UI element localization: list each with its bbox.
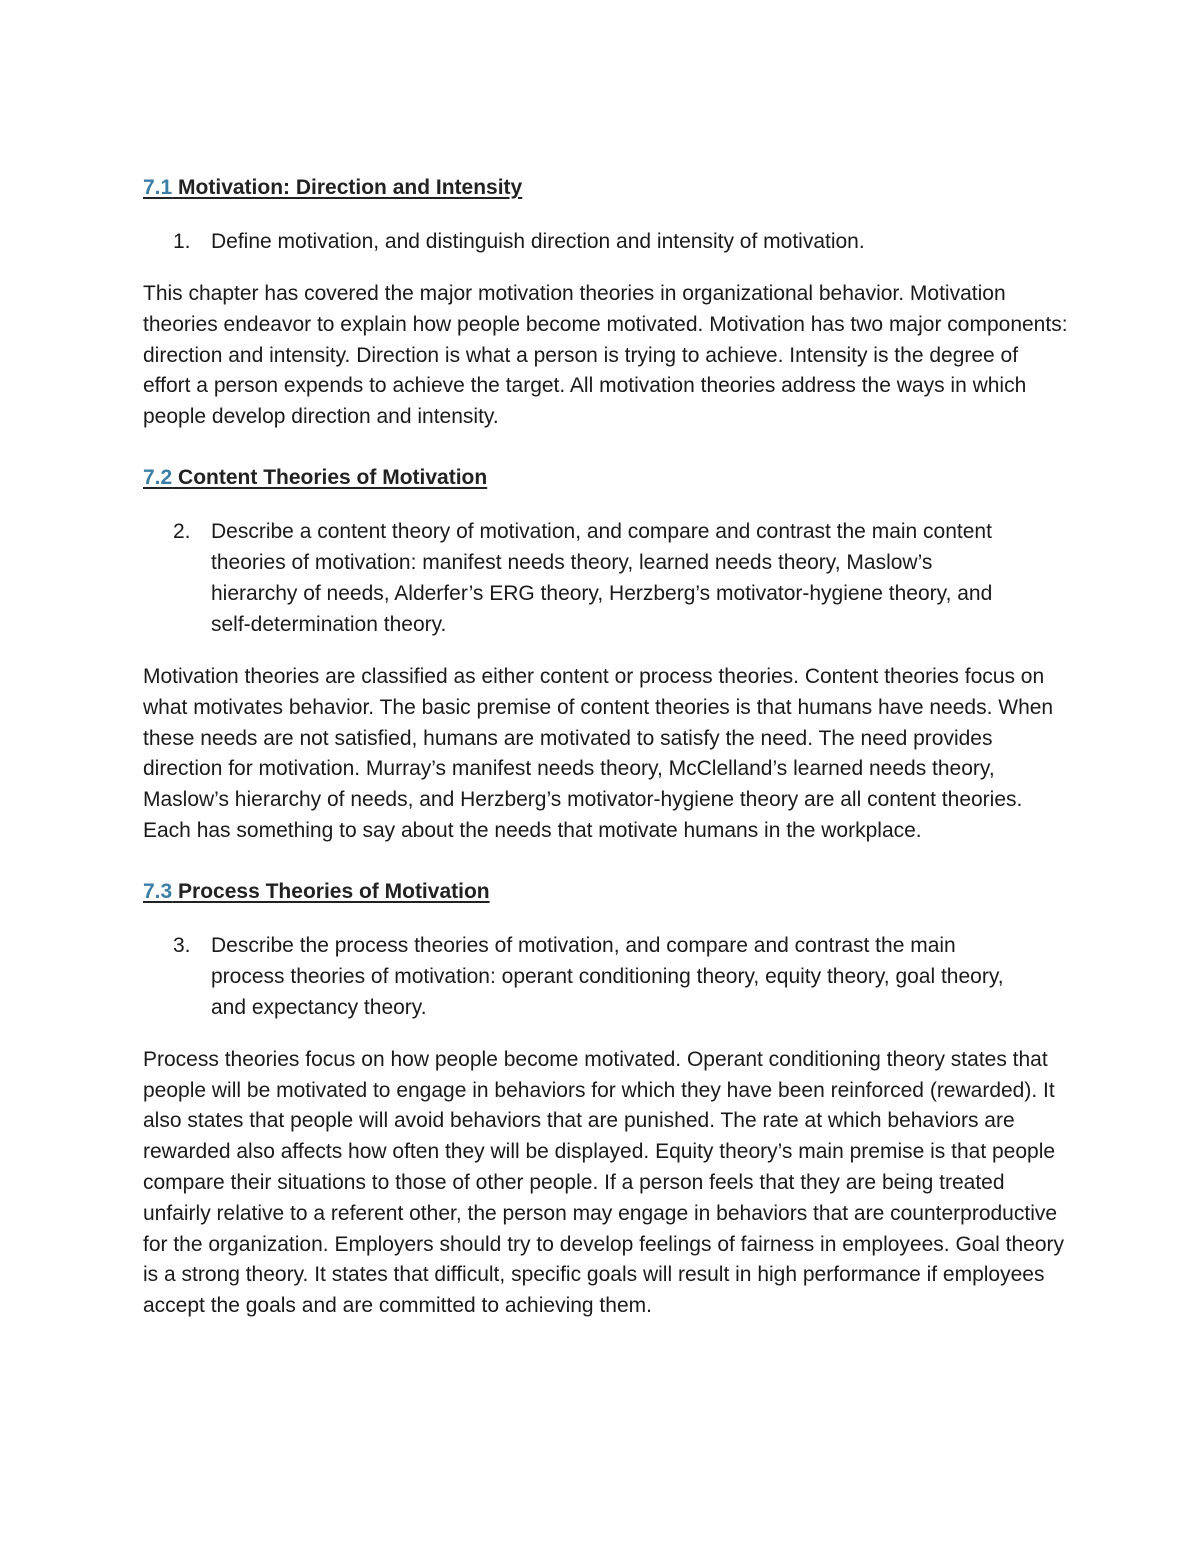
section-number-link[interactable]: 7.3: [143, 879, 173, 903]
section-heading: [143, 877, 1073, 907]
document-page: [143, 173, 1073, 1352]
objective-number: 2.: [173, 519, 191, 543]
learning-objective: [143, 930, 1073, 1023]
objective-number: 1.: [173, 230, 191, 253]
objective-number: 3.: [173, 933, 191, 957]
section-heading: [143, 463, 1073, 493]
section-title: Motivation: Direction and Intensity: [178, 176, 523, 199]
objective-text: Describe a content theory of motivation, and compare and contrast the main content theories of motivation: manifest needs theory, learned needs theory, Maslow’s hierarchy of needs, Alderfer’s ERG theory, Herzberg’s motivator-hygiene theory, and self-determination theory.: [211, 519, 993, 636]
section-heading: [143, 173, 1073, 203]
section-number-link[interactable]: 7.2: [143, 465, 173, 489]
learning-objective: [143, 516, 1073, 640]
section-7-3: [143, 877, 1073, 1322]
learning-objective: [143, 226, 1073, 257]
summary-paragraph: This chapter has covered the major motivation theories in organizational behavior. Motivation theories endeavor to explain how people become motivated. Motivation has two major components: direction and intensity. Direction is what a person is trying to achieve. Intensity is the degree of effort a person expends to achieve the target. All motivation theories address the ways in which people develop direction and intensity.: [143, 282, 1068, 429]
summary-paragraph: Process theories focus on how people become motivated. Operant conditioning theory states that people will be motivated to engage in behaviors for which they have been reinforced (rewarded). It also states that people will avoid behaviors that are punished. The rate at which behaviors are rewarded also affects how often they will be displayed. Equity theory’s main premise is that people compare their situations to those of other people. If a person feels that they are being treated unfairly relative to a referent other, the person may engage in behaviors that are counterproductive for the organization. Employers should try to develop feelings of fairness in employees. Goal theory is a strong theory. It states that difficult, specific goals will result in high performance if employees accept the goals and are committed to achieving them.: [143, 1047, 1064, 1318]
section-7-2: [143, 463, 1073, 847]
section-number-link[interactable]: 7.1: [143, 176, 173, 199]
section-7-1: [143, 173, 1073, 433]
summary-paragraph: Motivation theories are classified as either content or process theories. Content theories focus on what motivates behavior. The basic premise of content theories is that humans have needs. When these needs are not satisfied, humans are motivated to satisfy the need. The need provides direction for motivation. Murray’s manifest needs theory, McClelland’s learned needs theory, Maslow’s hierarchy of needs, and Herzberg’s motivator-hygiene theory are all content theories. Each has something to say about the needs that motivate humans in the workplace.: [143, 664, 1054, 842]
section-title: Content Theories of Motivation: [178, 465, 488, 489]
objective-text: Define motivation, and distinguish direction and intensity of motivation.: [211, 230, 865, 253]
section-title: Process Theories of Motivation: [178, 879, 490, 903]
objective-text: Describe the process theories of motivation, and compare and contrast the main process theories of motivation: operant conditioning theory, equity theory, goal theory, and expectancy theory.: [211, 933, 1004, 1019]
